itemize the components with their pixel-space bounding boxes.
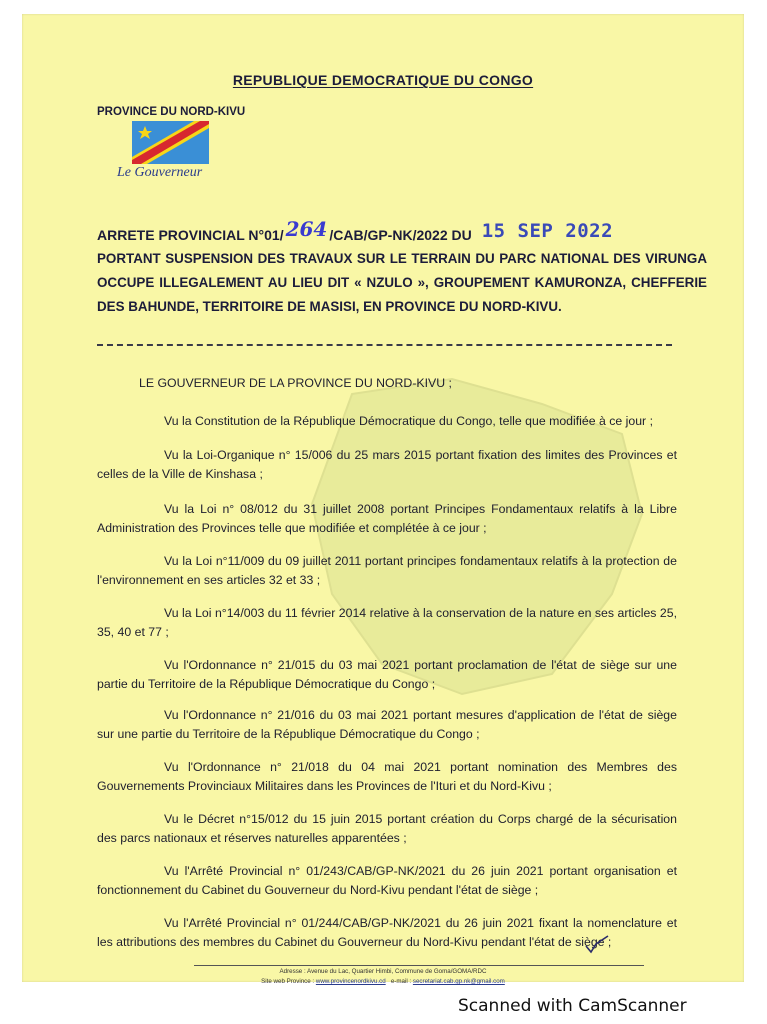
intro-line: LE GOUVERNEUR DE LA PROVINCE DU NORD-KIVU ; [139,376,452,390]
visa-paragraph: Vu la Loi n° 08/012 du 31 juillet 2008 portant Principes Fondamentaux relatifs à la Libre Administration des Provinces telle que modifiée et complétée à ce jour ; [97,502,677,535]
camscanner-watermark: Scanned with CamScanner [458,996,687,1016]
visa-paragraph: Vu la Loi-Organique n° 15/006 du 25 mars 2015 portant fixation des limites des Provinces et celles de la Ville de Kinshasa ; [97,448,677,481]
visa-paragraph: Vu la Loi n°11/009 du 09 juillet 2011 portant principes fondamentaux relatifs à la protection de l'environnement en ses articles 32 et 33 ; [97,554,677,587]
footer-divider [194,965,644,966]
footer-site-link[interactable]: www.provincenordkivu.cd [315,978,386,985]
arrete-suffix: /CAB/GP-NK/2022 DU [329,227,472,243]
footer-email-label: e-mail : [390,978,412,985]
province-label: PROVINCE DU NORD-KIVU [97,106,246,118]
arrete-title [97,219,613,243]
visa-paragraph: Vu l'Ordonnance n° 21/016 du 03 mai 2021 portant mesures d'application de l'état de siège sur une partie du Territoire de la République Démocratique du Congo ; [97,708,677,741]
visa-paragraph: Vu l'Ordonnance n° 21/018 du 04 mai 2021 portant nomination des Membres des Gouvernements Provinciaux Militaires dans les Provinces de l'Ituri et du Nord-Kivu ; [97,760,677,793]
footer-contact [22,978,744,985]
visa-paragraph: Vu l'Arrêté Provincial n° 01/244/CAB/GP-NK/2021 du 26 juin 2021 fixant la nomenclature et les attributions des membres du Cabinet du Gouverneur du Nord-Kivu pendant l'état de siège ; [97,916,677,949]
arrete-subject: PORTANT SUSPENSION DES TRAVAUX SUR LE TERRAIN DU PARC NATIONAL DES VIRUNGA OCCUPE ILLEGALEMENT AU LIEU DIT « NZULO », GROUPEMENT KAMURONZA, CHEFFERIE DES BAHUNDE, TERRITOIRE DE MASISI, EN PROVINCE DU NORD-KIVU. [97,251,707,314]
republic-heading: REPUBLIQUE DEMOCRATIQUE DU CONGO [232,72,534,88]
visa-paragraph: Vu l'Arrêté Provincial n° 01/243/CAB/GP-NK/2021 du 26 juin 2021 portant organisation et fonctionnement du Cabinet du Gouverneur du Nord-Kivu pendant l'état de siège ; [97,864,677,897]
date-stamp: 15 SEP 2022 [481,220,614,242]
separator-line [97,344,672,346]
visa-paragraph: Vu la Loi n°14/003 du 11 février 2014 relative à la conservation de la nature en ses articles 25, 35, 40 et 77 ; [97,606,677,639]
handwritten-check-mark [584,932,610,956]
gouverneur-label: Le Gouverneur [117,165,203,180]
footer-site-label: Site web Province : [261,978,315,985]
visa-paragraph: Vu la Constitution de la République Démocratique du Congo, telle que modifiée à ce jour ; [164,414,653,428]
document-page [22,14,744,985]
drc-flag-icon [132,121,209,164]
arrete-prefix: ARRETE PROVINCIAL N°01/ [97,227,284,243]
visa-paragraph: Vu le Décret n°15/012 du 15 juin 2015 portant création du Corps chargé de la sécurisation des parcs nationaux et réserves naturelles apparentées ; [97,812,677,845]
visa-paragraph: Vu l'Ordonnance n° 21/015 du 03 mai 2021 portant proclamation de l'état de siège sur une partie du Territoire de la République Démocratique du Congo ; [97,658,677,691]
footer-email-link[interactable]: secretariat.cab.gp.nk@gmail.com [412,978,505,985]
footer-address: Adresse : Avenue du Lac, Quartier Himbi, Commune de Goma/GOMA/RDC [279,968,487,975]
arrete-number-handwritten: 264 [285,217,328,241]
